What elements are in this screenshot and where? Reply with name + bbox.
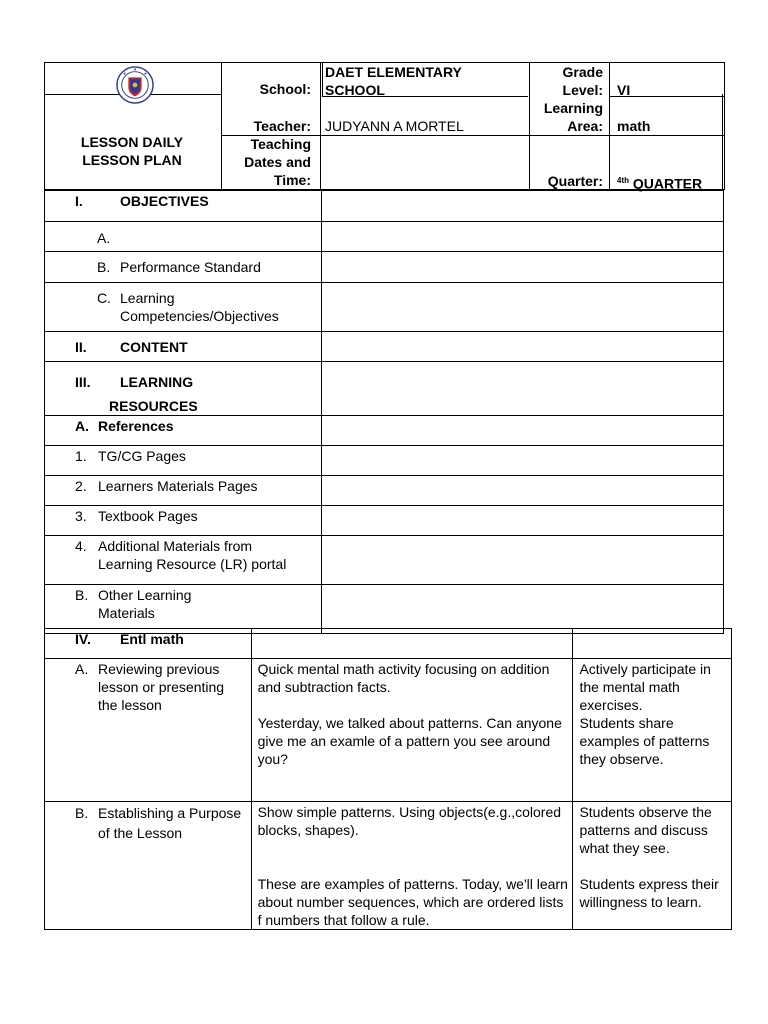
table-row: III. LEARNING RESOURCES xyxy=(45,362,724,416)
table-row: 2. Learners Materials Pages xyxy=(45,476,724,506)
quarter-value: $^{4th}$ QUARTER xyxy=(617,175,703,192)
table-row: A. References xyxy=(45,416,724,446)
table-row: II. CONTENT xyxy=(45,332,724,362)
table-row: A. Reviewing previous lesson or presenting the lesson Quick mental math activity focusing on addition and subtraction facts. Yesterday, we talked about patterns. Can anyone give me an examle of a pattern you see around you? Actively participate in the mental math exercises. Students share examples of patterns they observe. xyxy=(45,659,732,802)
objectives-heading: OBJECTIVES xyxy=(120,193,209,209)
table-row: IV. Entl math xyxy=(45,629,732,659)
content-heading: CONTENT xyxy=(120,339,188,355)
procedures-table xyxy=(44,628,732,930)
grade-label: Grade Level: xyxy=(562,64,603,98)
area-value: math xyxy=(617,118,651,134)
table-row: B. Performance Standard xyxy=(45,252,724,283)
table-row: I. OBJECTIVES xyxy=(45,191,724,222)
table-row: 4. Additional Materials from Learning Resource (LR) portal xyxy=(45,536,724,585)
teacher-label: Teacher: xyxy=(253,118,311,134)
area-label: Learning Area: xyxy=(543,100,603,134)
table-row: A. xyxy=(45,222,724,252)
doc-title: LESSON DAILY LESSON PLAN xyxy=(80,134,184,168)
table-row: 1. TG/CG Pages xyxy=(45,446,724,476)
quarter-label: Quarter: xyxy=(547,173,603,189)
table-row: 3. Textbook Pages xyxy=(45,506,724,536)
dates-label: Teaching Dates and Time: xyxy=(244,136,311,188)
deped-seal-icon xyxy=(116,66,154,104)
teacher-value: JUDYANN A MORTEL xyxy=(325,118,464,134)
grade-value: VI xyxy=(617,82,631,98)
school-label: School: xyxy=(259,81,311,97)
table-row: B. Establishing a Purpose of the Lesson Show simple patterns. Using objects(e.g.,colored blocks, shapes). These are examples of patterns. Today, we'll learn about number sequences, which are ordered lists f numbers that follow a rule. Students observe the patterns and discuss what they see. Students express their willingness to learn. xyxy=(45,802,732,930)
procedures-heading: Entl math xyxy=(120,631,184,647)
table-row: C. Learning Competencies/Objectives xyxy=(45,283,724,332)
school-value: DAET ELEMENTARY SCHOOL xyxy=(325,64,462,98)
objectives-table xyxy=(44,190,724,634)
table-row: B. Other Learning Materials xyxy=(45,585,724,634)
